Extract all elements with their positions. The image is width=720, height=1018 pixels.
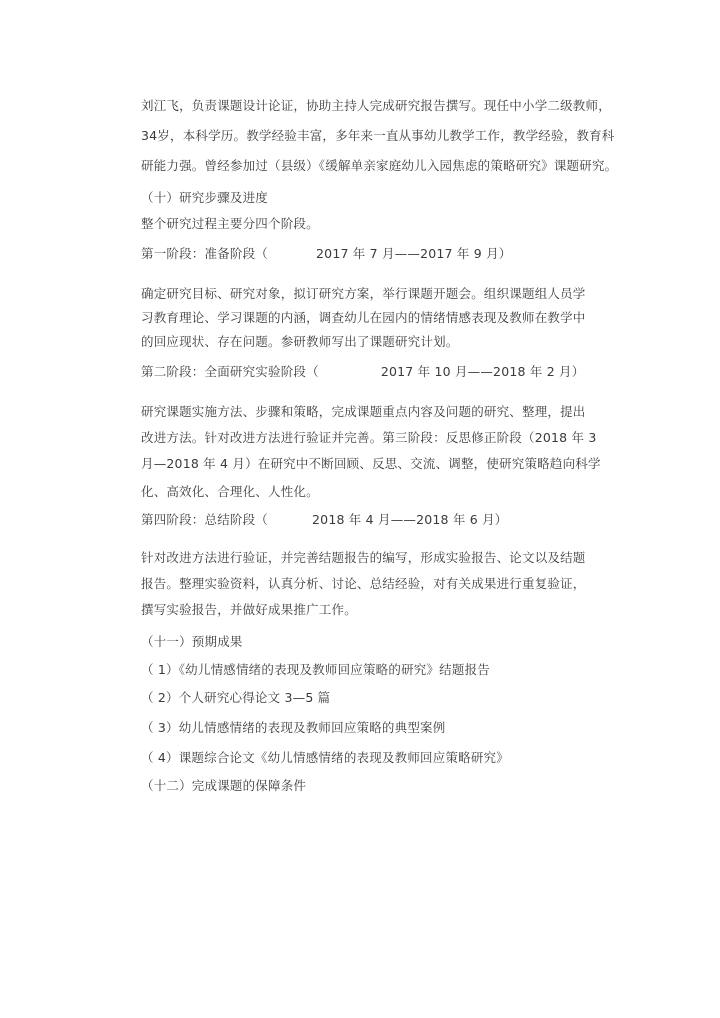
stage-2-period: 2017 年 10 月——2018 年 2 月） bbox=[380, 364, 585, 379]
stage-4-title: 第四阶段：总结阶段（ bbox=[141, 512, 269, 527]
stage-2-line-2: 改进方法。针对改进方法进行验证并完善。第三阶段：反思修正阶段（2018 年 3 bbox=[141, 430, 597, 445]
section-12-heading: （十二）完成课题的保障条件 bbox=[141, 778, 307, 793]
section-11-heading: （十一）预期成果 bbox=[141, 634, 243, 649]
team-member-line-3: 研能力强。曾经参加过（县级）《缓解单亲家庭幼儿入园焦虑的策略研究》课题研究。 bbox=[141, 158, 618, 173]
stage-1-line-2: 习教育理论、学习课题的内涵，调查幼儿在园内的情绪情感表现及教师在教学中 bbox=[141, 310, 586, 325]
stage-2-line-3: 月—2018 年 4 月）在研究中不断回顾、反思、交流、调整，使研究策略趋向科学 bbox=[141, 456, 601, 471]
expected-result-item-3: （ 3）幼儿情感情绪的表现及教师回应策略的典型案例 bbox=[141, 720, 446, 735]
stage-1-line-1: 确定研究目标、研究对象，拟订研究方案，举行课题开题会。组织课题组人员学 bbox=[141, 286, 586, 301]
stage-4-period: 2018 年 4 月——2018 年 6 月） bbox=[312, 512, 508, 527]
stage-1-title: 第一阶段：准备阶段（ bbox=[141, 246, 269, 261]
section-10-heading: （十）研究步骤及进度 bbox=[141, 190, 269, 205]
stage-4-line-3: 撰写实验报告，并做好成果推广工作。 bbox=[141, 602, 357, 617]
team-member-line-2: 34岁，本科学历。教学经验丰富，多年来一直从事幼儿教学工作，教学经验，教育科 bbox=[141, 128, 615, 143]
stage-4-heading bbox=[141, 512, 508, 528]
stage-1-line-3: 的回应现状、存在问题。参研教师写出了课题研究计划。 bbox=[141, 334, 459, 349]
team-member-line-1: 刘江飞，负责课题设计论证，协助主持人完成研究报告撰写。现任中小学二级教师， bbox=[141, 98, 611, 113]
expected-result-item-2: （ 2）个人研究心得论文 3—5 篇 bbox=[141, 690, 331, 705]
stage-4-line-1: 针对改进方法进行验证，并完善结题报告的编写，形成实验报告、论文以及结题 bbox=[141, 550, 586, 565]
stage-1-heading bbox=[141, 246, 512, 262]
stage-1-period: 2017 年 7 月——2017 年 9 月） bbox=[316, 246, 512, 261]
expected-result-item-1: （ 1）《幼儿情感情绪的表现及教师回应策略的研究》结题报告 bbox=[141, 662, 490, 677]
stage-2-heading bbox=[141, 364, 584, 380]
stage-2-title: 第二阶段：全面研究实验阶段（ bbox=[141, 364, 319, 379]
stage-4-line-2: 报告。整理实验资料，认真分析、讨论、总结经验，对有关成果进行重复验证， bbox=[141, 576, 586, 591]
stage-2-line-4: 化、高效化、合理化、人性化。 bbox=[141, 484, 319, 499]
stage-2-line-1: 研究课题实施方法、步骤和策略，完成课题重点内容及问题的研究、整理，提出 bbox=[141, 404, 586, 419]
expected-result-item-4: （ 4）课题综合论文《幼儿情感情绪的表现及教师回应策略研究》 bbox=[141, 750, 509, 765]
section-10-intro: 整个研究过程主要分四个阶段。 bbox=[141, 216, 319, 231]
